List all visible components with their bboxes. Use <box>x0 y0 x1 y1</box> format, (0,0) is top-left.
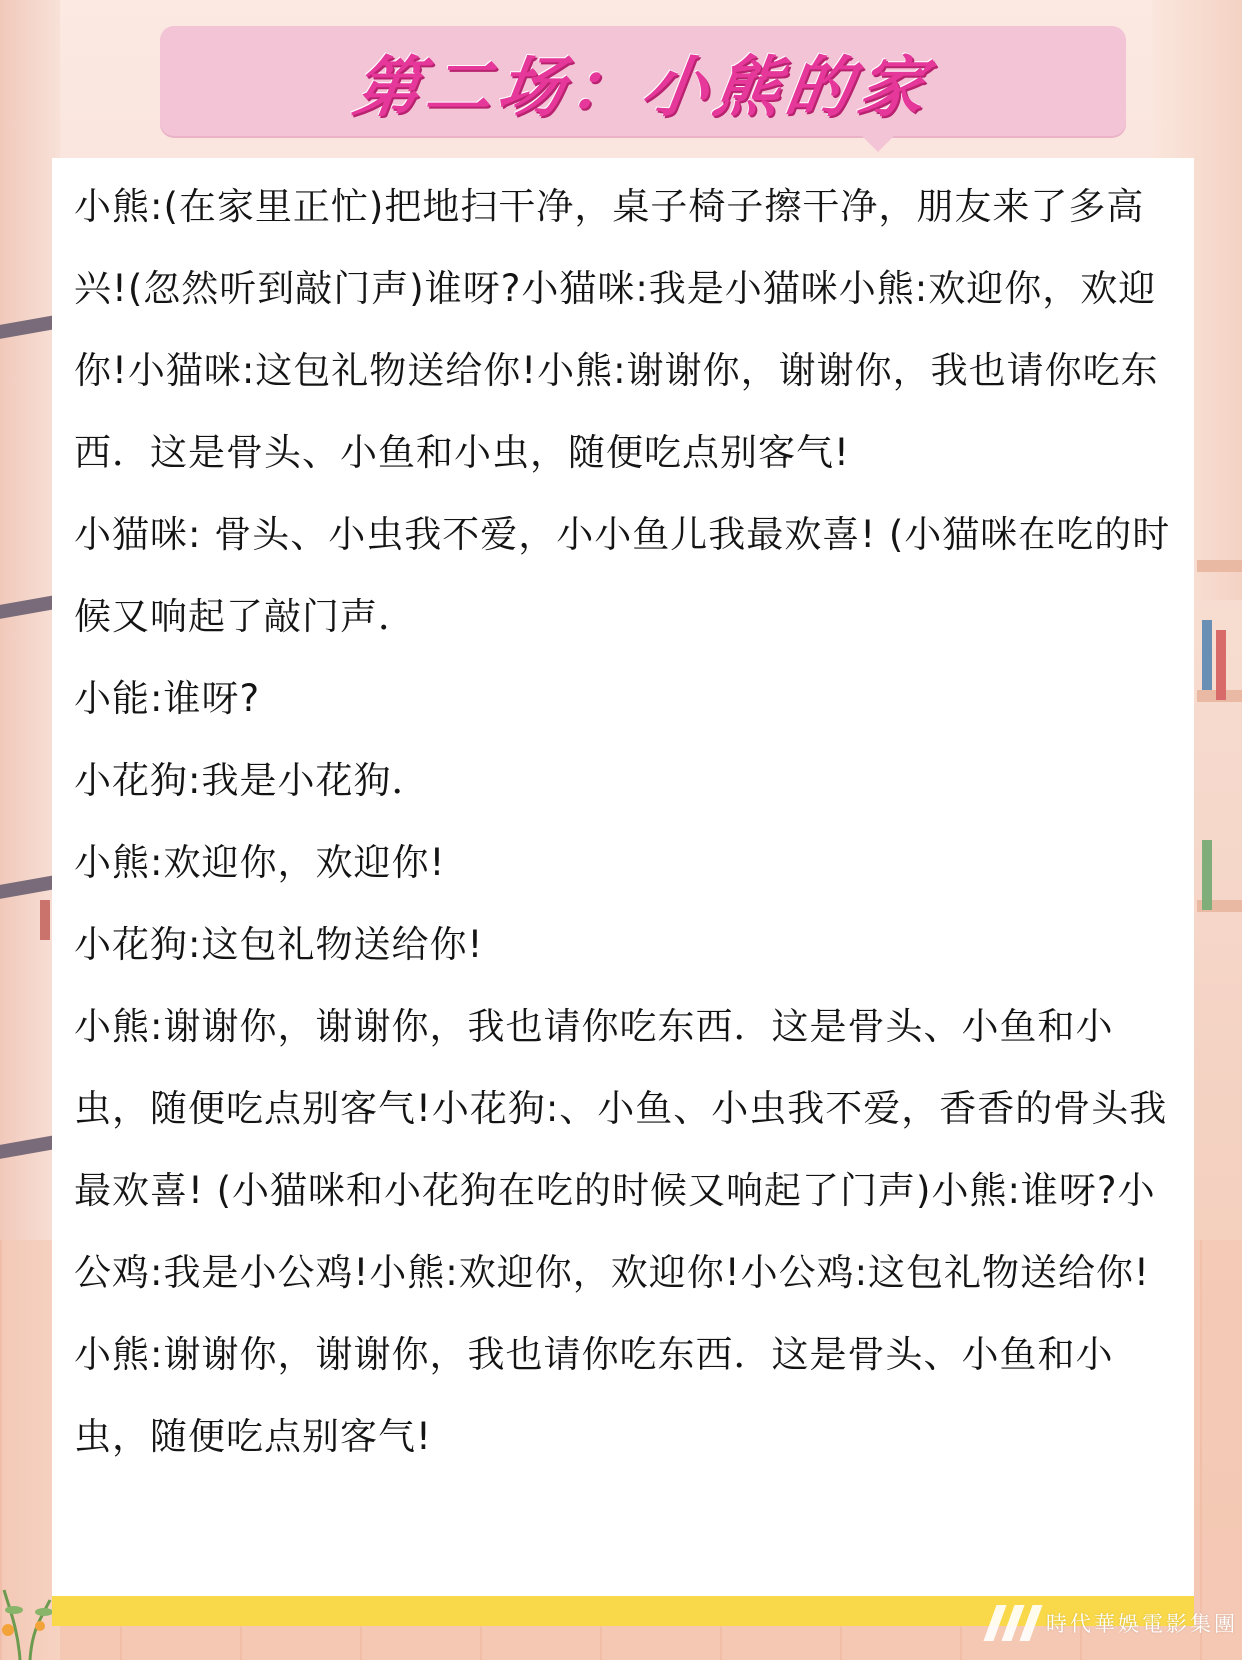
title-banner <box>160 26 1126 136</box>
watermark <box>982 1598 1242 1648</box>
watermark-text: 時代華娛電影集團 <box>1046 1612 1238 1636</box>
book <box>1216 630 1226 700</box>
script-paragraph: 小能:谁呀? <box>74 677 261 720</box>
script-paragraph: 小花狗:我是小花狗． <box>74 759 430 802</box>
script-paragraph: 小花狗:这包礼物送给你! <box>74 923 484 966</box>
page-title: 第二场：小熊的家 <box>348 48 936 126</box>
script-paragraph: 小猫咪: 骨头、小虫我不爱，小小鱼儿我最欢喜! (小猫咪在吃的时候又响起了敲门声． <box>74 513 1171 638</box>
script-body <box>74 166 1182 1478</box>
shelf-board-right <box>1197 560 1242 572</box>
script-paragraph: 小熊:欢迎你，欢迎你! <box>74 841 446 884</box>
script-paragraph: 小熊:谢谢你，谢谢你，我也请你吃东西．这是骨头、小鱼和小虫，随便吃点别客气!小花狗:、小鱼、小虫我不爱，香香的骨头我最欢喜! (小猫咪和小花狗在吃的时候又响起了门声)小熊:谁呀?小公鸡:我是小公鸡!小熊:欢迎你，欢迎你!小公鸡:这包礼物送给你!小熊:谢谢你，谢谢你，我也请你吃东西．这是骨头、小鱼和小虫，随便吃点别客气! <box>74 1005 1168 1458</box>
book <box>1202 620 1212 690</box>
book <box>1202 840 1212 910</box>
watermark-logo-icon <box>982 1603 1046 1643</box>
script-paragraph: 小熊:(在家里正忙)把地扫干净，桌子椅子擦干净，朋友来了多高兴!(忽然听到敲门声)谁呀?小猫咪:我是小猫咪小熊:欢迎你，欢迎你!小猫咪:这包礼物送给你!小熊:谢谢你，谢谢你，我也请你吃东西．这是骨头、小鱼和小虫，随便吃点别客气! <box>74 185 1159 474</box>
book <box>40 900 50 940</box>
